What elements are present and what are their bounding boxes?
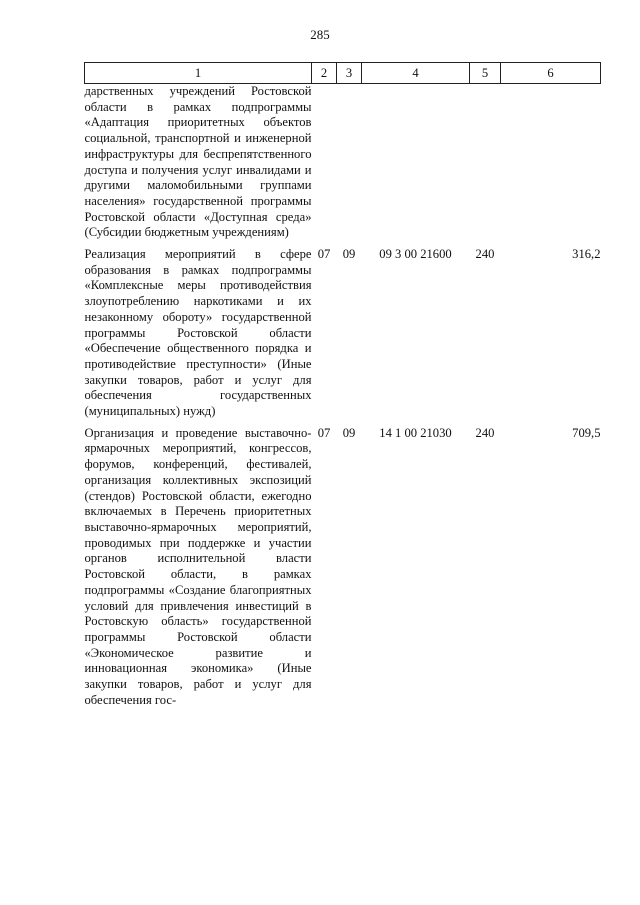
row-expense-type: 240 [475, 247, 495, 262]
column-header-2: 2 [312, 63, 337, 84]
row-section: 07 [317, 425, 331, 440]
row-subsection: 09 [342, 247, 356, 262]
table-header-row [85, 63, 601, 84]
column-header-4: 4 [362, 63, 470, 84]
column-header-5: 5 [470, 63, 501, 84]
column-header-1: 1 [85, 63, 312, 84]
row-section [312, 84, 337, 242]
row-amount: 709,5 [572, 425, 601, 440]
table-row [85, 426, 601, 709]
row-description: Организация и проведение выставочно-ярмарочных мероприятий, конгрессов, форумов, конференций, фестивалей, организация коллективных экспозиций (стендов) Ростовской области, ежегодно включаемых в Перечень приоритетных выставочно-ярмарочных мероприятий, проводимых при поддержке и участии органов исполнительной власти Ростовской области, в рамках подпрограммы «Создание благоприятных условий для привлечения инвестиций в Ростовскую область» государственной программы Ростовской области «Экономическое развитие и инновационная экономика» (Иные закупки товаров, работ и услуг для обеспечения гос- [84, 425, 312, 707]
row-amount [501, 84, 601, 242]
page-number: 285 [310, 27, 330, 42]
row-expense-type [470, 84, 501, 242]
column-header-6: 6 [501, 63, 601, 84]
row-subsection: 09 [342, 425, 356, 440]
row-target-article: 09 3 00 21600 [379, 247, 452, 262]
row-target-article [362, 84, 470, 242]
row-subsection [337, 84, 362, 242]
row-expense-type: 240 [475, 425, 495, 440]
row-description: дарственных учреждений Ростовской области в рамках подпрограммы «Адаптация приоритетных объектов социальной, транспортной и инженерной инфраструктуры для беспрепятственного доступа и получения услуг инвалидами и другими маломобильными группами населения» государственной программы Ростовской области «Доступная среда» (Субсидии бюджетным учреждениям) [84, 84, 312, 240]
table-row [85, 247, 601, 420]
row-description: Реализация мероприятий в сфере образования в рамках подпрограммы «Комплексные меры противодействия злоупотреблению наркотиками и их незаконному обороту» государственной программы Ростовской области «Обеспечение общественного порядка и противодействие преступности» (Иные закупки товаров, работ и услуг для обеспечения государственных (муниципальных) нужд) [84, 247, 312, 419]
row-target-article: 14 1 00 21030 [379, 425, 452, 440]
table-row [85, 84, 601, 242]
budget-table [84, 62, 601, 708]
row-section: 07 [317, 247, 331, 262]
row-amount: 316,2 [572, 247, 601, 262]
column-header-3: 3 [337, 63, 362, 84]
